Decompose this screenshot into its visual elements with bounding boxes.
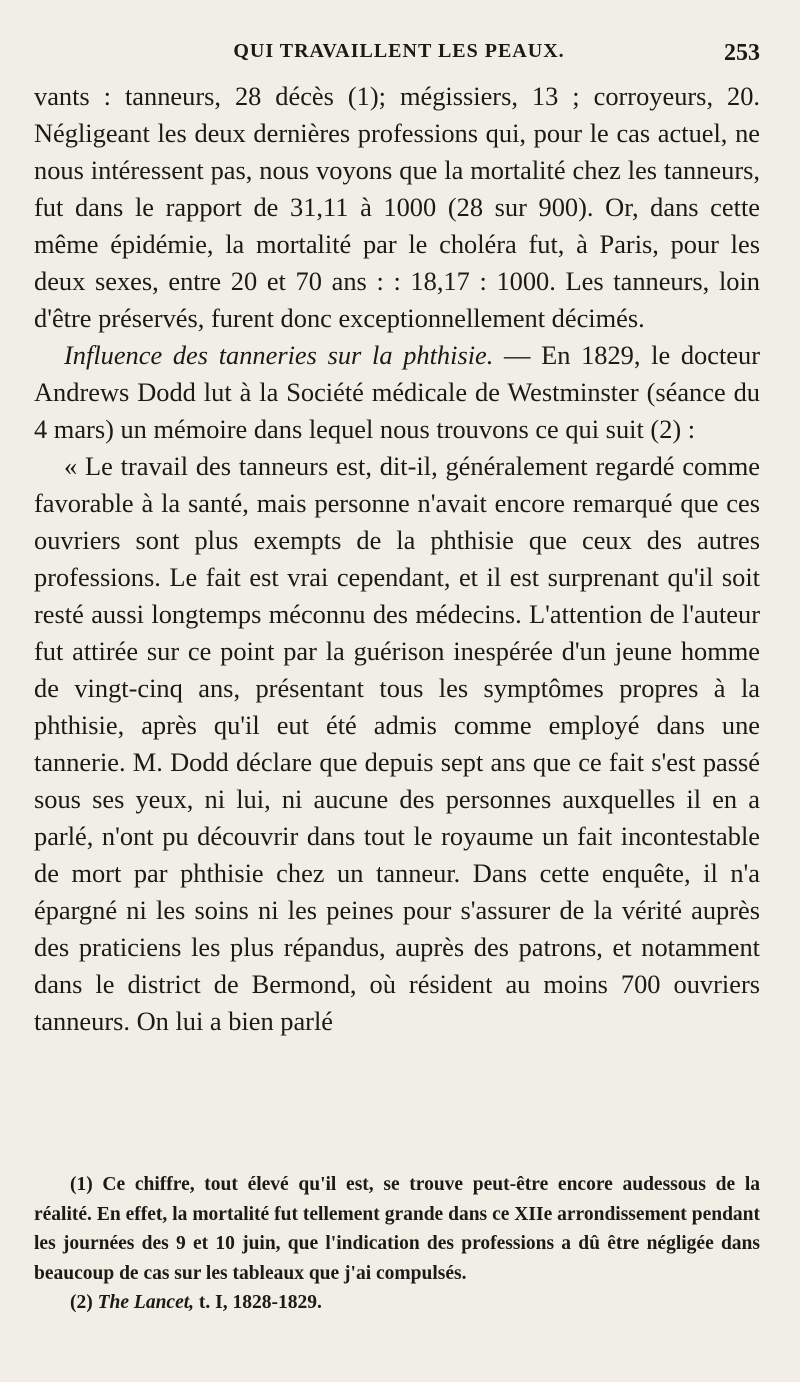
running-title: QUI TRAVAILLENT LES PEAUX.	[233, 40, 565, 62]
paragraph-phthisis-section	[34, 337, 760, 448]
body-text	[34, 78, 760, 1040]
section-intro: — En 1829, le docteur Andrews Dodd lut à la Société médicale de Westminster (séance du 4 mars) un mémoire dans lequel nous trouvons ce qui suit (2) :	[34, 340, 760, 444]
paragraph-cholera-mortality: vants : tanneurs, 28 décès (1); mégissiers, 13 ; corroyeurs, 20. Négligeant les deux dernières professions qui, pour le cas actuel, ne nous intéressent pas, nous voyons que la mortalité chez les tanneurs, fut dans le rapport de 31,11 à 1000 (28 sur 900). Or, dans cette même épidémie, la mortalité par le choléra fut, à Paris, pour les deux sexes, entre 20 et 70 ans : : 18,17 : 1000. Les tanneurs, loin d'être préservés, furent donc exceptionnellement décimés.	[34, 81, 760, 333]
page-number: 253	[724, 40, 760, 66]
footnote-2-title: The Lancet,	[97, 1292, 195, 1313]
footnotes	[34, 1170, 760, 1318]
section-heading: Influence des tanneries sur la phthisie.	[64, 340, 494, 370]
page-header	[38, 40, 760, 74]
paragraph-dodd-quote: « Le travail des tanneurs est, dit-il, généralement regardé comme favorable à la santé, mais personne n'avait encore remarqué que ces ouvriers sont plus exempts de la phthisie que ceux des autres professions. Le fait est vrai cependant, et il est surprenant qu'il soit resté aussi longtemps méconnu des médecins. L'attention de l'auteur fut attirée sur ce point par la guérison inespérée d'un jeune homme de vingt-cinq ans, présentant tous les symptômes propres à la phthisie, après qu'il eut été admis comme employé dans une tannerie. M. Dodd déclare que depuis sept ans que ce fait s'est passé sous ses yeux, ni lui, ni aucune des personnes auxquelles il en a parlé, n'ont pu découvrir dans tout le royaume un fait incontestable de mort par phthisie chez un tanneur. Dans cette enquête, il n'a épargné ni les soins ni les peines pour s'assurer de la vérité auprès des praticiens les plus répandus, auprès des patrons, et notamment dans le district de Bermond, où résident au moins 700 ouvriers tanneurs. On lui a bien parlé	[34, 451, 760, 1036]
footnote-2	[34, 1288, 760, 1318]
footnote-2-ref: t. I, 1828-1829.	[194, 1292, 322, 1313]
footnote-2-marker: (2)	[70, 1292, 98, 1313]
footnote-1: (1) Ce chiffre, tout élevé qu'il est, se trouve peut-être encore audessous de la réalité. En effet, la mortalité fut tellement grande dans ce XIIe arrondissement pendant les journées des 9 et 10 juin, que l'indication des professions a dû être négligée dans beaucoup de cas sur les tableaux que j'ai compulsés.	[34, 1174, 760, 1284]
